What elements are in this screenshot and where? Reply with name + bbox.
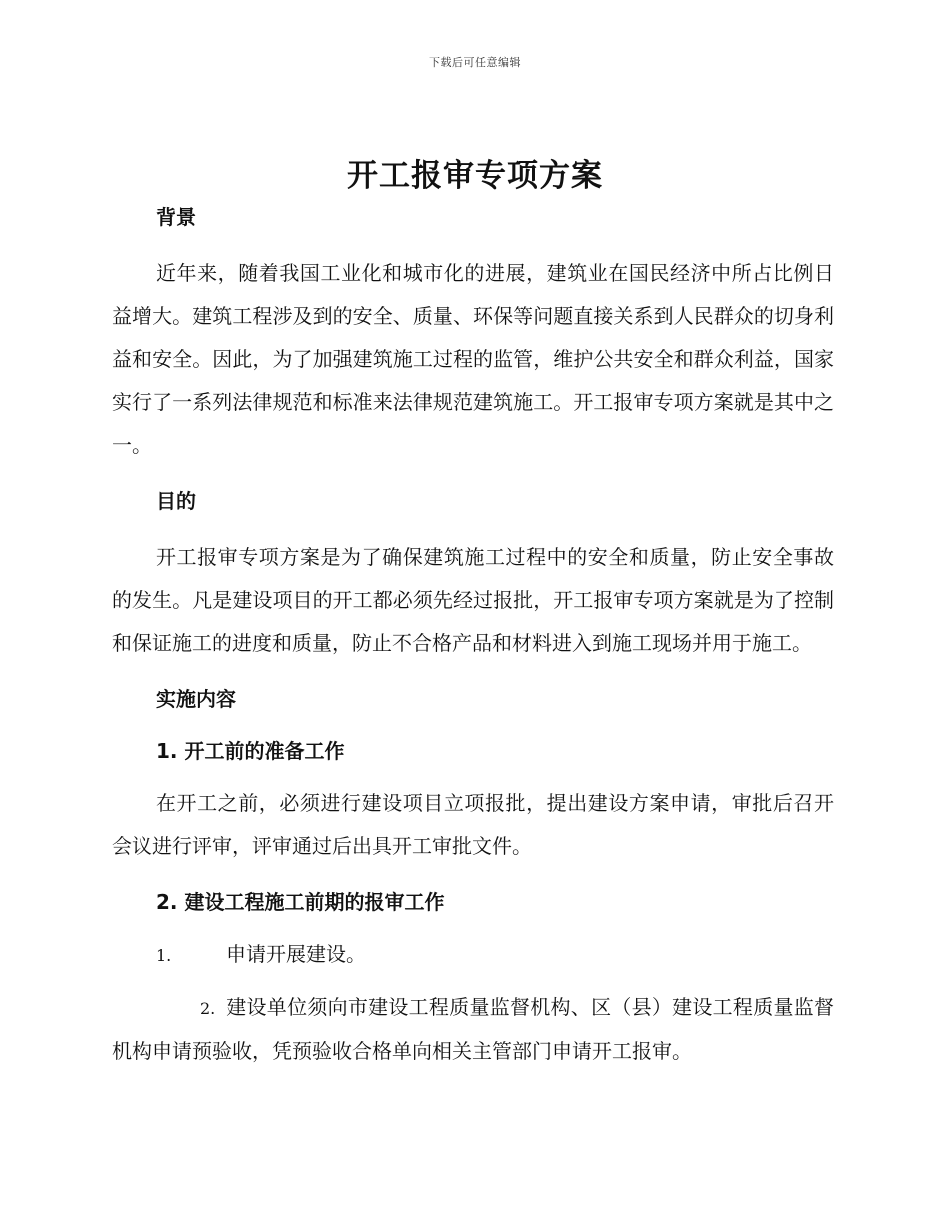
document-title: 开工报审专项方案 xyxy=(347,158,603,194)
paragraph-preparation: 在开工之前，必须进行建设项目立项报批，提出建设方案申请，审批后召开会议进行评审，评审通过后出具开工审批文件。 xyxy=(112,791,834,858)
list-item-text: 建设单位须向市建设工程质量监督机构、区（县）建设工程质量监督机构申请预验收，凭预验收合格单向相关主管部门申请开工报审。 xyxy=(112,995,834,1063)
list-item-number: 2. xyxy=(200,999,216,1018)
section-heading-purpose: 目的 xyxy=(156,489,196,513)
section-heading-implementation: 实施内容 xyxy=(156,687,236,711)
list-item-text: 申请开展建设。 xyxy=(226,942,366,966)
list-item xyxy=(112,933,834,977)
list-item-number: 1. xyxy=(156,946,172,965)
list-item xyxy=(112,986,834,1073)
paragraph-purpose: 开工报审专项方案是为了确保建筑施工过程中的安全和质量，防止安全事故的发生。凡是建设项目的开工都必须先经过报批，开工报审专项方案就是为了控制和保证施工的进度和质量，防止不合格产品和材料进入到施工现场并用于施工。 xyxy=(112,545,834,655)
subsection-heading-preparation: 1. 开工前的准备工作 xyxy=(156,739,345,763)
paragraph-background: 近年来，随着我国工业化和城市化的进展，建筑业在国民经济中所占比例日益增大。建筑工程涉及到的安全、质量、环保等问题直接关系到人民群众的切身利益和安全。因此，为了加强建筑施工过程的监管，维护公共安全和群众利益，国家实行了一系列法律规范和标准来法律规范建筑施工。开工报审专项方案就是其中之一。 xyxy=(112,261,834,457)
header-note: 下载后可任意编辑 xyxy=(429,56,521,69)
section-heading-background: 背景 xyxy=(156,205,196,229)
document-body xyxy=(112,196,834,1073)
subsection-heading-early-review: 2. 建设工程施工前期的报审工作 xyxy=(156,890,445,914)
